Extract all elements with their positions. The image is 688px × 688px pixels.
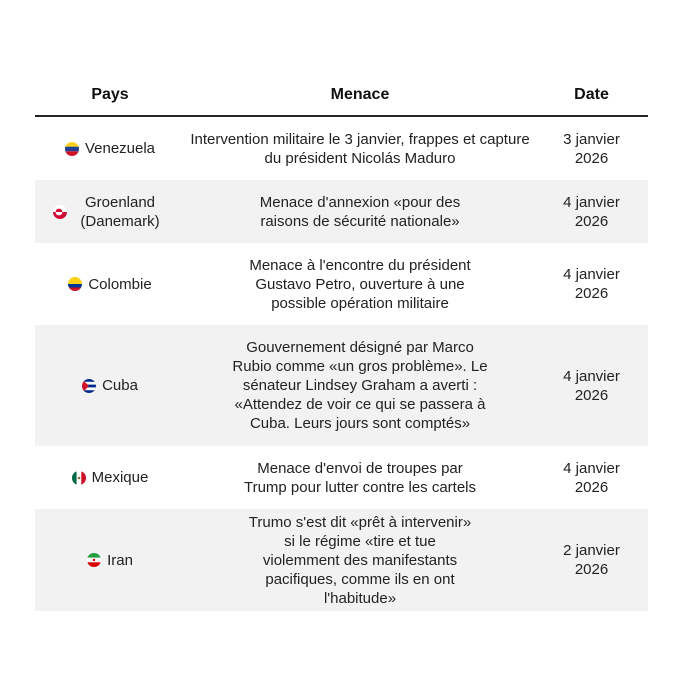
greenland-flag-icon xyxy=(53,205,67,219)
table-row xyxy=(35,325,648,446)
threat-text: Trumo s'est dit «prêt à intervenir» si le régime «tire et tue violemment des manifestants pacifiques, comme ils en ont l'habitude» xyxy=(248,513,472,607)
date-text: 4 janvier 2026 xyxy=(563,459,620,496)
country-name: Iran xyxy=(107,551,133,569)
threat-text: Intervention militaire le 3 janvier, frappes et capture du président Nicolás Maduro xyxy=(190,130,530,167)
threat-text: Menace à l'encontre du président Gustavo Petro, ouverture à une possible opération militaire xyxy=(249,256,471,312)
date-text: 4 janvier 2026 xyxy=(563,193,620,230)
country-name: Venezuela xyxy=(84,140,156,157)
date-text: 4 janvier 2026 xyxy=(563,367,620,404)
country-name: Mexique xyxy=(91,469,149,486)
table-row xyxy=(35,180,648,243)
table-row xyxy=(35,243,648,325)
table-row xyxy=(35,509,648,611)
threat-text: Menace d'envoi de troupes par Trump pour lutter contre les cartels xyxy=(243,459,477,496)
venezuela-flag-icon xyxy=(65,142,79,156)
table-row xyxy=(35,446,648,509)
header-threat: Menace xyxy=(330,86,390,103)
mexico-flag-icon xyxy=(72,471,86,485)
date-text: 3 janvier 2026 xyxy=(563,130,620,167)
iran-flag-icon xyxy=(87,553,101,567)
cuba-flag-icon xyxy=(82,379,96,393)
threat-text: Menace d'annexion «pour des raisons de sécurité nationale» xyxy=(259,193,461,230)
date-text: 2 janvier 2026 xyxy=(563,542,620,578)
header-country: Pays xyxy=(91,86,129,103)
country-name: Groenland (Danemark) xyxy=(53,193,168,231)
threats-table xyxy=(35,75,648,611)
date-text: 4 janvier 2026 xyxy=(563,266,620,302)
country-name: Cuba xyxy=(102,377,138,394)
threat-text: Gouvernement désigné par Marco Rubio comme «un gros problème». Le sénateur Lindsey Graham a averti : «Attendez de voir ce qui se passera à Cuba. Leurs jours sont comptés» xyxy=(232,339,488,432)
country-name: Colombie xyxy=(88,275,152,293)
header-date: Date xyxy=(574,86,609,103)
table-header xyxy=(35,75,648,117)
colombia-flag-icon xyxy=(68,277,82,291)
table-row xyxy=(35,117,648,180)
